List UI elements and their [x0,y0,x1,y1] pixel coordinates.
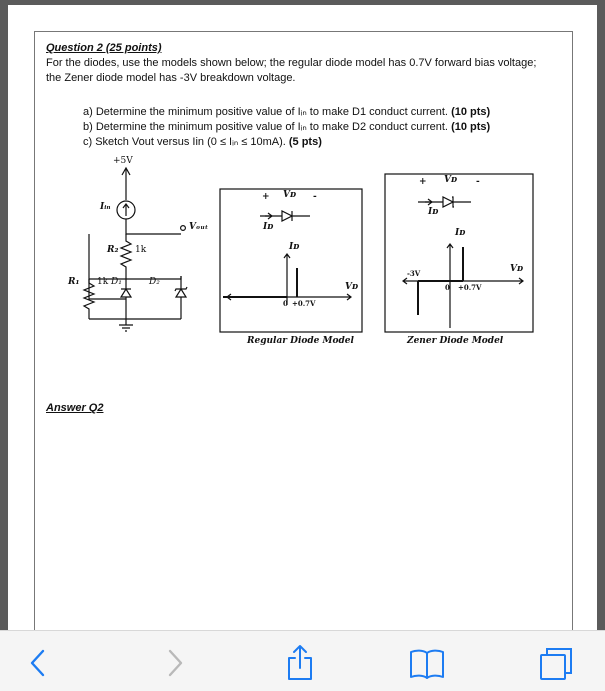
zener-vd-label: Vᴅ [444,175,458,185]
part-c-points: (5 pts) [288,136,322,148]
question-heading: Question 2 (25 points) [46,42,162,54]
left-border [0,0,8,630]
d1-label: D₁ [111,277,122,287]
forward-button[interactable] [153,641,197,685]
share-icon [278,641,322,685]
intro-line-1: For the diodes, use the models shown below; the regular diode model has 0.7V forward bias voltage; [46,57,537,69]
bookmarks-button[interactable] [405,641,449,685]
back-button[interactable] [17,641,61,685]
intro-line-2: the Zener diode model has -3V breakdown voltage. [46,72,296,84]
right-border [597,0,605,630]
regular-id-label: Iᴅ [263,222,274,232]
regular-tick-zero: 0 [283,299,288,308]
regular-minus: - [313,192,317,202]
part-a-points: (10 pts) [451,106,491,118]
zener-tick-rev: -3V [407,269,421,278]
zener-axis-v: Vᴅ [510,264,524,274]
d2-zener [175,283,187,319]
r2-resistor [121,234,131,279]
zener-minus: - [476,177,480,187]
regular-tick-fwd: +0.7V [292,299,316,308]
zener-plus: + [419,177,427,187]
bottom-toolbar [0,630,605,691]
ground [119,319,133,331]
part-a: a) Determine the minimum positive value of Iᵢₙ to make D1 conduct current. (10 pts) [83,106,491,118]
share-button[interactable] [278,641,322,685]
regular-vd-label: Vᴅ [283,190,297,200]
regular-axis-i: Iᴅ [289,242,300,252]
regular-caption: Regular Diode Model [247,336,354,346]
back-arrow-icon [17,641,61,685]
zener-caption: Zener Diode Model [407,336,504,346]
r2-value: 1k [135,245,147,255]
regular-plus: + [262,192,270,202]
figure [35,32,572,372]
zener-tick-fwd: +0.7V [458,283,482,292]
zener-axis-i: Iᴅ [455,228,466,238]
forward-arrow-icon [153,641,197,685]
regular-axis-v: Vᴅ [345,282,359,292]
zener-characteristic [418,247,463,315]
r2-label: R₂ [107,245,119,255]
top-border [0,0,605,5]
document-page [34,31,573,630]
bookmarks-icon [405,641,449,685]
d2-label: D₂ [149,277,160,287]
output-label: Vₒᵤₜ [189,222,209,232]
zener-id-label: Iᴅ [428,207,439,217]
r1-value: 1k [97,277,109,287]
source-label: Iᵢₙ [100,202,111,212]
tabs-icon [534,641,578,685]
part-c: c) Sketch Vout versus Iin (0 ≤ Iᵢₙ ≤ 10mA). (5 pts) [83,136,322,148]
answer-heading: Answer Q2 [46,402,104,414]
supply-label: +5V [113,156,133,166]
part-b-points: (10 pts) [451,121,491,133]
r1-label: R₁ [68,277,80,287]
part-b: b) Determine the minimum positive value of Iᵢₙ to make D2 conduct current. (10 pts) [83,121,491,133]
d1-diode [121,283,131,319]
zener-tick-zero: 0 [445,283,450,292]
tabs-button[interactable] [534,641,578,685]
